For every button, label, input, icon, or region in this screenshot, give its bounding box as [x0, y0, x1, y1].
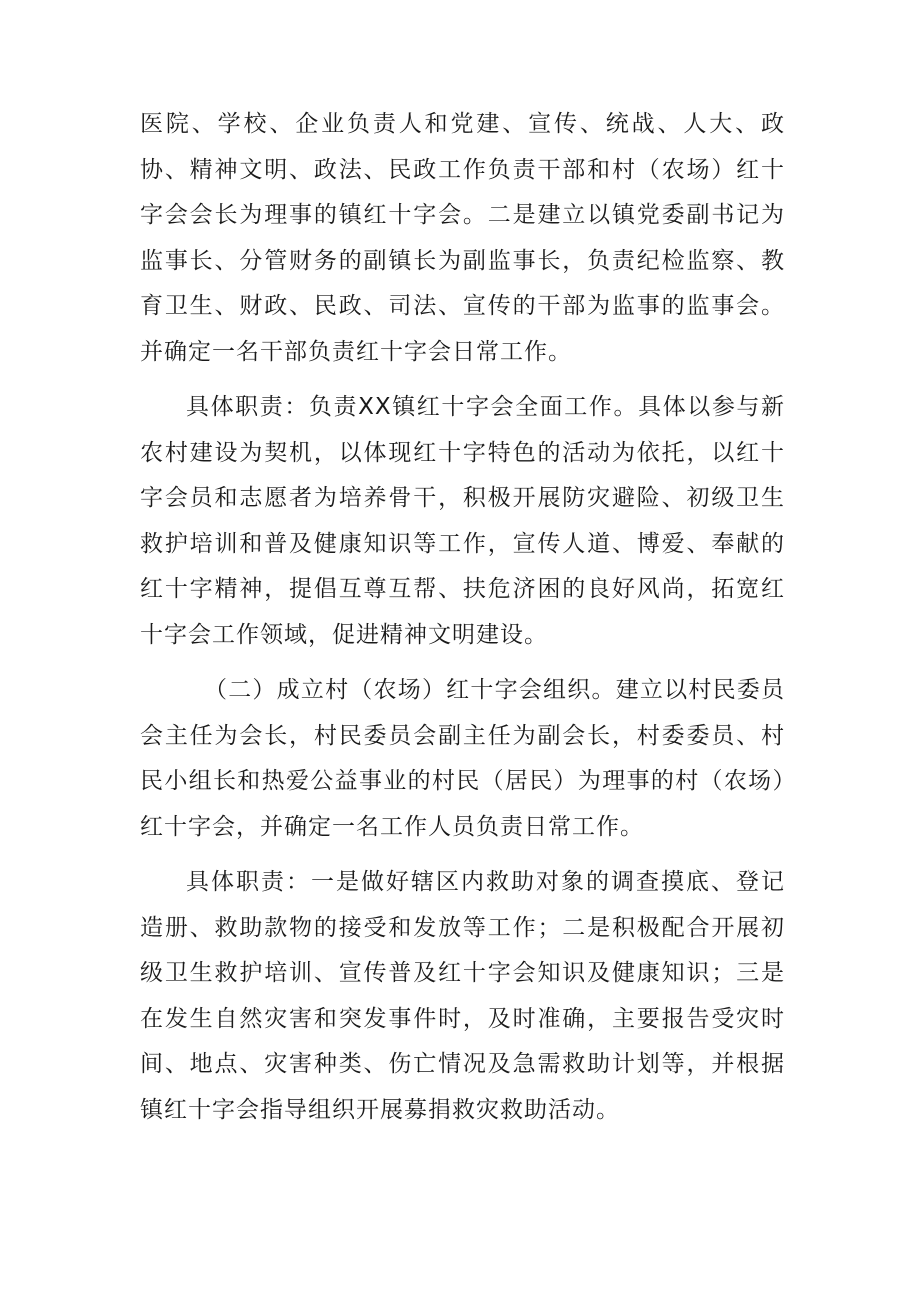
- paragraph-village-organization: （二）成立村（农场）红十字会组织。建立以村民委员会主任为会长，村民委员会副主任为副会长，村委委员、村民小组长和热爱公益事业的村民（居民）为理事的村（农场）红十字会，并确定一名工作人员负责日常工作。: [140, 677, 785, 840]
- paragraph-village-duties: 具体职责：一是做好辖区内救助对象的调查摸底、登记造册、救助款物的接受和发放等工作；二是积极配合开展初级卫生救护培训、宣传普及红十字会知识及健康知识；三是在发生自然灾害和突发事件时，及时准确，主要报告受灾时间、地点、灾害种类、伤亡情况及急需救助计划等，并根据镇红十字会指导组织开展募捐救灾救助活动。: [140, 869, 785, 1123]
- paragraph-town-duties: 具体职责：负责XX镇红十字会全面工作。具体以参与新农村建设为契机，以体现红十字特色的活动为依托，以红十字会员和志愿者为培养骨干，积极开展防灾避险、初级卫生救护培训和普及健康知识等工作，宣传人道、博爱、奉献的红十字精神，提倡互尊互帮、扶危济困的良好风尚，拓宽红十字会工作领域，促进精神文明建设。: [140, 394, 785, 648]
- document-body: [140, 102, 785, 1133]
- paragraph-council-members: 医院、学校、企业负责人和党建、宣传、统战、人大、政协、精神文明、政法、民政工作负责干部和村（农场）红十字会会长为理事的镇红十字会。二是建立以镇党委副书记为监事长、分管财务的副镇长为副监事长，负责纪检监察、教育卫生、财政、民政、司法、宣传的干部为监事的监事会。并确定一名干部负责红十字会日常工作。: [140, 111, 785, 365]
